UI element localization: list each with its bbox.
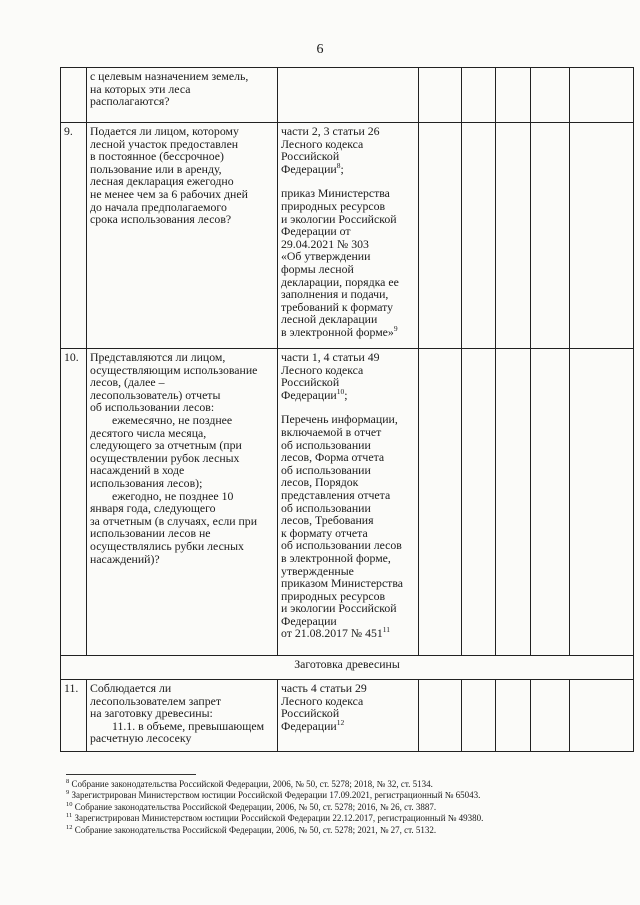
requirement-line: с целевым назначением земель, — [90, 69, 249, 83]
reference-line: Российской — [281, 149, 340, 164]
checklist-table — [60, 67, 634, 752]
reference-line: декларации, порядка ее — [281, 274, 399, 289]
reference-line: часть 4 статьи 29 — [281, 681, 367, 695]
footnotes — [66, 779, 606, 836]
reference-line — [281, 717, 415, 733]
requirement-line: об использовании лесов: — [90, 400, 215, 415]
requirement-line: за отчетным (в случаях, если при — [90, 513, 258, 528]
answer-cell — [496, 680, 531, 752]
reference-line: к формату отчета — [281, 525, 368, 540]
requirement-line: в постоянное (бессрочное) — [90, 149, 224, 164]
answer-cell — [531, 123, 570, 349]
requirement-line: на которых эти леса — [90, 81, 191, 96]
notes-cell — [570, 68, 634, 123]
reference-line: об использовании — [281, 437, 371, 452]
reference-line: «Об утверждении — [281, 249, 371, 264]
table-row — [61, 680, 634, 752]
requirement-line: срока использования лесов? — [90, 212, 232, 227]
answer-cell — [419, 349, 462, 656]
footnote-mark: 11 — [66, 812, 73, 820]
requirement-line: использовании лесов не — [90, 526, 211, 541]
row-number: 11. — [61, 680, 87, 752]
reference-line: заполнения и подачи, — [281, 287, 389, 302]
reference-line: об использовании — [281, 462, 371, 477]
requirement-line: осуществлялись рубки лесных — [90, 538, 244, 553]
answer-cell — [531, 349, 570, 656]
reference-line: природных ресурсов — [281, 198, 386, 213]
reference-text: в электронной форме» — [281, 324, 394, 339]
reference-line: 29.04.2021 № 303 — [281, 236, 369, 251]
requirement-line: лесов, (далее – — [90, 375, 165, 390]
footnote — [66, 802, 606, 813]
notes-cell — [570, 349, 634, 656]
footnote-divider — [66, 774, 196, 775]
requirement-line: января года, следующего — [90, 501, 216, 516]
requirement-line: не менее чем за 6 рабочих дней — [90, 186, 248, 201]
footnote-text: Собрание законодательства Российской Федерации, 2006, № 50, ст. 5278; 2021, № 27, ст. 5132. — [74, 824, 437, 835]
requirement-cell — [87, 680, 278, 752]
reference-line: в электронной форме, — [281, 550, 391, 565]
reference-line: и экологии Российской — [281, 211, 397, 226]
reference-line: формы лесной — [281, 261, 354, 276]
requirement-cell — [87, 123, 278, 349]
footnote — [66, 813, 606, 824]
requirement-line: лесной участок предоставлен — [90, 136, 239, 151]
reference-line — [281, 160, 415, 176]
reference-cell — [278, 123, 419, 349]
footnote — [66, 790, 606, 801]
requirement-line: расчетную лесосеку — [90, 731, 192, 746]
reference-line: Лесного кодекса — [281, 136, 364, 151]
reference-line: части 2, 3 статьи 26 — [281, 124, 380, 138]
reference-line: Федерации — [281, 613, 337, 628]
requirement-line: осуществлении рубок лесных — [90, 450, 240, 465]
footnote — [66, 825, 606, 836]
reference-line: представления отчета — [281, 487, 391, 502]
footnote-mark: 8 — [66, 778, 70, 785]
reference-line — [281, 323, 415, 339]
answer-cell — [496, 123, 531, 349]
reference-line: лесов, Требования — [281, 513, 374, 528]
requirement-line: следующего за отчетным (при — [90, 438, 242, 453]
reference-text: Федерации — [281, 718, 337, 733]
reference-line: лесов, Порядок — [281, 475, 359, 490]
notes-cell — [570, 123, 634, 349]
answer-cell — [462, 349, 496, 656]
requirement-line: ежегодно, не позднее 10 — [112, 488, 234, 503]
reference-text: ; — [340, 161, 344, 176]
footnote-mark: 10 — [66, 800, 73, 808]
answer-cell — [531, 68, 570, 123]
reference-line: включаемой в отчет — [281, 424, 382, 439]
footnote-text: Зарегистрирован Министерством юстиции Российской Федерации 22.12.2017, регистрационный № 49380. — [74, 813, 484, 824]
requirement-line: 11.1. в объеме, превышающем — [112, 718, 265, 733]
row-number: 10. — [61, 349, 87, 656]
reference-line: Лесного кодекса — [281, 362, 364, 377]
reference-line — [281, 386, 415, 402]
answer-cell — [419, 123, 462, 349]
footnote-mark: 12 — [66, 823, 73, 831]
reference-line: об использовании — [281, 500, 371, 515]
table-row — [61, 123, 634, 349]
footnote-mark: 9 — [393, 323, 398, 333]
row-number — [61, 68, 87, 123]
requirement-line: располагаются? — [90, 94, 170, 109]
reference-line: и экологии Российской — [281, 601, 397, 616]
reference-line: требований к формату — [281, 299, 394, 314]
requirement-line: лесная декларация ежегодно — [90, 174, 234, 189]
footnote-mark: 10 — [336, 386, 345, 396]
section-title: Заготовка древесины — [61, 656, 634, 680]
reference-cell — [278, 68, 419, 123]
requirement-line: насаждений)? — [90, 551, 160, 566]
reference-line: природных ресурсов — [281, 588, 386, 603]
requirement-line: лесопользователь) отчеты — [90, 387, 221, 402]
requirement-line: Представляются ли лицом, — [90, 350, 226, 364]
reference-line: Перечень информации, — [281, 412, 398, 427]
reference-cell — [278, 349, 419, 656]
answer-cell — [419, 680, 462, 752]
reference-line: лесов, Форма отчета — [281, 450, 385, 465]
reference-text: от 21.08.2017 № 451 — [281, 626, 383, 641]
answer-cell — [462, 680, 496, 752]
reference-line: приказом Министерства — [281, 576, 403, 591]
footnote-text: Собрание законодательства Российской Федерации, 2006, № 50, ст. 5278; 2018, № 32, ст. 5134. — [71, 779, 433, 789]
reference-text: ; — [344, 387, 348, 402]
answer-cell — [496, 349, 531, 656]
reference-line: об использовании лесов — [281, 538, 402, 553]
reference-line: лесной декларации — [281, 312, 378, 327]
requirement-line: пользование или в аренду, — [90, 161, 222, 176]
reference-line — [281, 627, 415, 640]
requirement-line: Соблюдается ли — [90, 681, 172, 695]
notes-cell — [570, 680, 634, 752]
reference-text: Федерации — [281, 161, 337, 176]
row-number: 9. — [61, 123, 87, 349]
requirement-line: насаждений в ходе — [90, 463, 185, 478]
footnote — [66, 779, 606, 790]
requirement-line: десятого числа месяца, — [90, 425, 207, 440]
table-row — [61, 68, 634, 123]
answer-cell — [419, 68, 462, 123]
requirement-cell — [87, 349, 278, 656]
reference-text: Федерации — [281, 387, 337, 402]
requirement-line: лесопользователем запрет — [90, 693, 221, 708]
section-row — [61, 656, 634, 680]
reference-line: приказ Министерства — [281, 186, 390, 201]
requirement-line: ежемесячно, не позднее — [112, 412, 233, 427]
table-row — [61, 349, 634, 656]
reference-line: части 1, 4 статьи 49 — [281, 350, 380, 364]
requirement-line: на заготовку древесины: — [90, 706, 213, 721]
reference-line: Федерации от — [281, 224, 351, 239]
page-number: 6 — [316, 42, 324, 57]
reference-line: Российской — [281, 375, 340, 390]
footnote-mark: 8 — [336, 160, 341, 170]
requirement-line: Подается ли лицом, которому — [90, 124, 239, 138]
footnote-text: Собрание законодательства Российской Федерации, 2006, № 50, ст. 5278; 2016, № 26, ст. 3887. — [74, 801, 437, 812]
requirement-line: использования лесов); — [90, 475, 203, 490]
answer-cell — [462, 68, 496, 123]
requirement-line: осуществляющим использование — [90, 362, 258, 377]
footnote-mark: 9 — [66, 789, 70, 797]
footnote-mark: 11 — [382, 625, 391, 635]
footnote-mark: 12 — [336, 717, 345, 727]
answer-cell — [531, 680, 570, 752]
reference-line: Лесного кодекса — [281, 693, 364, 708]
footnote-text: Зарегистрирован Министерством юстиции Российской Федерации 17.09.2021, регистрационный № 65043. — [71, 790, 481, 801]
requirement-cell — [87, 68, 278, 123]
requirement-line: до начала предполагаемого — [90, 199, 227, 214]
reference-cell — [278, 680, 419, 752]
answer-cell — [462, 123, 496, 349]
answer-cell — [496, 68, 531, 123]
reference-line: утвержденные — [281, 563, 354, 578]
reference-line: Российской — [281, 706, 340, 721]
